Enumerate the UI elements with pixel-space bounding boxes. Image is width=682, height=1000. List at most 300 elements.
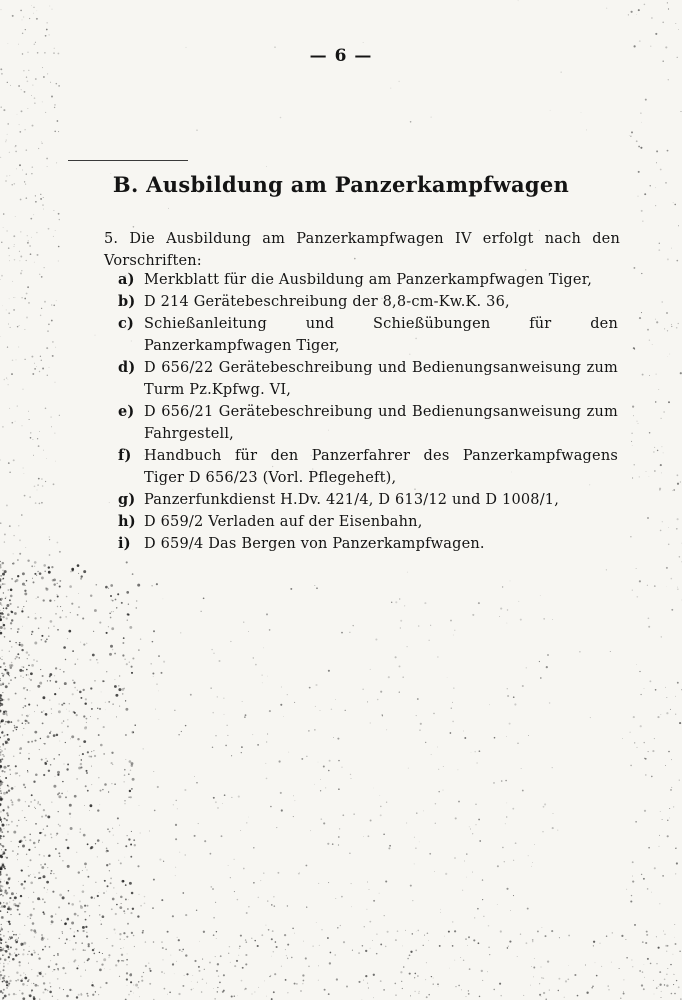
scan-speck bbox=[655, 319, 656, 320]
scan-speck bbox=[380, 806, 382, 808]
scan-speck bbox=[3, 711, 5, 713]
scan-speck bbox=[95, 882, 96, 883]
scan-speck bbox=[640, 694, 641, 695]
scan-speck bbox=[57, 771, 60, 774]
scan-speck bbox=[31, 969, 32, 970]
scan-speck bbox=[267, 733, 268, 734]
scan-speck bbox=[29, 994, 32, 997]
scan-speck bbox=[15, 146, 16, 147]
scan-speck bbox=[20, 199, 22, 201]
scan-speck bbox=[71, 603, 73, 605]
scan-speck bbox=[97, 895, 99, 897]
scan-speck bbox=[132, 908, 134, 910]
scan-speck bbox=[631, 441, 632, 442]
scan-speck bbox=[9, 641, 11, 643]
scan-speck bbox=[23, 70, 24, 71]
scan-speck bbox=[308, 966, 309, 967]
scan-speck bbox=[124, 803, 125, 804]
scan-speck bbox=[23, 942, 26, 945]
scan-speck bbox=[35, 984, 38, 987]
scan-speck bbox=[532, 862, 533, 863]
scan-speck bbox=[217, 963, 219, 965]
scan-speck bbox=[230, 877, 231, 878]
scan-speck bbox=[53, 873, 54, 874]
scan-speck bbox=[83, 689, 85, 691]
scan-speck bbox=[8, 994, 10, 996]
scan-speck bbox=[78, 573, 79, 574]
scan-speck bbox=[676, 260, 678, 262]
scan-speck bbox=[149, 983, 151, 985]
scan-speck bbox=[35, 847, 36, 848]
scan-speck bbox=[267, 901, 268, 902]
scan-speck bbox=[59, 616, 61, 618]
scan-speck bbox=[22, 584, 23, 585]
scan-speck bbox=[654, 470, 655, 471]
scan-speck bbox=[660, 464, 662, 466]
scan-speck bbox=[679, 780, 680, 781]
scan-speck bbox=[10, 946, 12, 948]
scan-speck bbox=[679, 951, 680, 952]
scan-speck bbox=[3, 852, 5, 854]
scan-speck bbox=[445, 873, 447, 875]
scan-speck bbox=[44, 834, 46, 836]
scan-speck bbox=[124, 913, 125, 914]
scan-speck bbox=[673, 806, 674, 807]
scan-speck bbox=[7, 963, 8, 964]
scan-speck bbox=[234, 995, 236, 997]
scan-speck bbox=[26, 651, 28, 653]
scan-speck bbox=[47, 73, 48, 74]
scan-speck bbox=[9, 902, 10, 903]
scan-speck bbox=[373, 974, 375, 976]
scan-speck bbox=[509, 941, 511, 943]
scan-speck bbox=[20, 644, 23, 647]
scan-speck bbox=[3, 745, 5, 747]
scan-speck bbox=[194, 835, 196, 837]
scan-speck bbox=[507, 695, 509, 697]
scan-speck bbox=[3, 624, 6, 627]
scan-speck bbox=[632, 445, 633, 446]
scan-speck bbox=[93, 750, 94, 751]
scan-speck bbox=[379, 893, 380, 894]
scan-speck bbox=[533, 977, 534, 978]
scan-speck bbox=[59, 741, 60, 742]
scan-speck bbox=[21, 883, 24, 886]
scan-speck bbox=[321, 818, 323, 820]
scan-speck bbox=[4, 891, 6, 893]
scan-speck bbox=[2, 426, 4, 428]
scan-speck bbox=[114, 679, 115, 680]
scan-speck bbox=[198, 823, 199, 824]
scan-speck bbox=[47, 22, 48, 23]
scan-speck bbox=[34, 368, 36, 370]
scan-speck bbox=[8, 938, 9, 939]
scan-speck bbox=[28, 875, 30, 877]
scan-speck bbox=[122, 960, 124, 962]
scan-speck bbox=[244, 716, 245, 717]
scan-speck bbox=[41, 635, 43, 637]
scan-speck bbox=[42, 976, 44, 978]
scan-speck bbox=[178, 993, 180, 995]
scan-speck bbox=[9, 961, 10, 962]
scan-speck bbox=[155, 709, 156, 710]
scan-speck bbox=[668, 751, 670, 753]
scan-speck bbox=[262, 682, 263, 683]
scan-speck bbox=[27, 235, 28, 236]
list-item bbox=[118, 313, 618, 357]
scan-speck bbox=[54, 107, 55, 108]
scan-speck bbox=[97, 662, 99, 664]
scan-speck bbox=[24, 495, 26, 497]
scan-speck bbox=[67, 719, 68, 720]
scan-speck bbox=[231, 797, 232, 798]
scan-speck bbox=[9, 675, 10, 676]
scan-speck bbox=[86, 726, 87, 727]
scan-speck bbox=[158, 655, 160, 657]
scan-speck bbox=[472, 872, 473, 873]
scan-speck bbox=[0, 564, 1, 566]
scan-speck bbox=[53, 734, 56, 737]
scan-speck bbox=[2, 809, 4, 811]
scan-speck bbox=[7, 912, 8, 913]
scan-speck bbox=[675, 23, 676, 24]
scan-speck bbox=[136, 607, 137, 608]
scan-speck bbox=[23, 784, 25, 786]
scan-speck bbox=[131, 762, 134, 765]
scan-speck bbox=[328, 882, 329, 883]
item-text: D 659/2 Verladen auf der Eisenbahn, bbox=[144, 514, 423, 530]
scan-speck bbox=[59, 987, 60, 988]
scan-speck bbox=[655, 205, 656, 206]
scan-speck bbox=[72, 990, 73, 991]
scan-speck bbox=[467, 945, 468, 946]
scan-speck bbox=[137, 584, 140, 587]
scan-speck bbox=[62, 967, 64, 969]
scan-speck bbox=[33, 214, 34, 215]
scan-speck bbox=[31, 565, 33, 567]
scan-speck bbox=[450, 620, 452, 622]
scan-speck bbox=[285, 979, 287, 981]
scan-speck bbox=[273, 896, 274, 897]
scan-speck bbox=[192, 975, 193, 976]
scan-speck bbox=[2, 562, 4, 564]
scan-speck bbox=[124, 774, 126, 776]
scan-speck bbox=[88, 755, 90, 757]
scan-speck bbox=[668, 527, 669, 528]
scan-speck bbox=[661, 473, 662, 474]
scan-speck bbox=[369, 889, 370, 890]
scan-speck bbox=[287, 905, 288, 906]
scan-speck bbox=[296, 983, 298, 985]
scan-speck bbox=[196, 910, 197, 911]
scan-speck bbox=[25, 585, 26, 586]
scan-speck bbox=[6, 791, 8, 793]
scan-speck bbox=[80, 828, 82, 830]
scan-speck bbox=[1, 792, 2, 793]
scan-speck bbox=[63, 671, 65, 673]
scan-speck bbox=[429, 853, 431, 855]
scan-speck bbox=[58, 85, 60, 87]
scan-speck bbox=[117, 960, 119, 962]
scan-speck bbox=[28, 665, 30, 667]
scan-speck bbox=[178, 939, 180, 941]
scan-speck bbox=[398, 81, 399, 82]
scan-speck bbox=[49, 982, 50, 983]
scan-speck bbox=[1, 613, 3, 615]
scan-speck bbox=[109, 870, 110, 871]
scan-speck bbox=[34, 877, 35, 878]
scan-speck bbox=[77, 738, 79, 740]
scan-speck bbox=[606, 8, 607, 9]
scan-speck bbox=[91, 766, 92, 767]
scan-speck bbox=[89, 804, 92, 807]
scan-speck bbox=[7, 134, 8, 135]
scan-speck bbox=[128, 773, 130, 775]
scan-speck bbox=[505, 780, 507, 782]
scan-speck bbox=[1, 849, 2, 850]
scan-speck bbox=[655, 689, 657, 691]
scan-speck bbox=[443, 766, 444, 767]
scan-speck bbox=[14, 612, 17, 615]
scan-speck bbox=[161, 971, 163, 973]
scan-speck bbox=[16, 994, 17, 995]
scan-speck bbox=[0, 888, 1, 889]
scan-speck bbox=[458, 801, 460, 803]
scan-speck bbox=[276, 827, 277, 828]
scan-speck bbox=[54, 776, 55, 777]
scan-speck bbox=[621, 935, 623, 937]
scan-speck bbox=[433, 978, 434, 979]
scan-speck bbox=[161, 899, 163, 901]
scan-speck bbox=[37, 596, 39, 598]
scan-speck bbox=[217, 696, 218, 697]
scan-speck bbox=[2, 305, 3, 306]
scan-speck bbox=[23, 949, 24, 950]
scan-speck bbox=[57, 120, 59, 122]
scan-speck bbox=[44, 743, 46, 745]
scan-speck bbox=[116, 893, 117, 894]
scan-speck bbox=[220, 982, 221, 983]
scan-speck bbox=[26, 77, 27, 78]
scan-speck bbox=[3, 627, 5, 629]
scan-speck bbox=[315, 684, 317, 686]
scan-speck bbox=[522, 790, 524, 792]
scan-speck bbox=[679, 722, 681, 724]
scan-speck bbox=[38, 628, 40, 630]
scan-speck bbox=[154, 810, 156, 812]
scan-speck bbox=[114, 929, 116, 931]
scan-speck bbox=[642, 374, 644, 376]
scan-speck bbox=[390, 88, 391, 89]
scan-speck bbox=[237, 899, 238, 900]
scan-speck bbox=[213, 652, 215, 654]
scan-speck bbox=[101, 963, 103, 965]
scan-speck bbox=[20, 10, 22, 12]
scan-speck bbox=[0, 939, 2, 941]
scan-speck bbox=[547, 654, 549, 656]
scan-speck bbox=[339, 828, 340, 829]
scan-speck bbox=[9, 408, 10, 409]
scan-speck bbox=[21, 514, 23, 516]
scan-speck bbox=[59, 415, 60, 416]
scan-speck bbox=[0, 459, 1, 460]
scan-speck bbox=[72, 949, 74, 951]
scan-speck bbox=[42, 991, 44, 993]
scan-speck bbox=[281, 809, 283, 811]
scan-speck bbox=[77, 930, 79, 932]
scan-speck bbox=[1, 719, 4, 722]
scan-speck bbox=[6, 767, 7, 768]
scan-speck bbox=[24, 881, 26, 883]
scan-speck bbox=[68, 630, 71, 633]
scan-speck bbox=[39, 572, 42, 575]
scan-speck bbox=[34, 573, 36, 575]
scan-speck bbox=[15, 421, 16, 422]
scan-speck bbox=[252, 734, 253, 735]
scan-speck bbox=[644, 810, 646, 812]
scan-speck bbox=[58, 795, 61, 798]
scan-speck bbox=[10, 595, 13, 598]
scan-speck bbox=[170, 955, 171, 956]
scan-speck bbox=[2, 616, 4, 618]
scan-speck bbox=[19, 164, 21, 166]
scan-speck bbox=[19, 964, 21, 966]
scan-speck bbox=[15, 145, 16, 146]
scan-speck bbox=[4, 533, 6, 535]
scan-speck bbox=[105, 586, 108, 589]
scan-speck bbox=[43, 809, 45, 811]
scan-speck bbox=[33, 929, 36, 932]
scan-speck bbox=[112, 703, 113, 704]
scan-speck bbox=[644, 742, 645, 743]
scan-speck bbox=[574, 974, 576, 976]
scan-speck bbox=[513, 860, 514, 861]
scan-speck bbox=[22, 845, 25, 848]
scan-speck bbox=[215, 956, 216, 957]
scan-speck bbox=[270, 806, 272, 808]
scan-speck bbox=[8, 312, 10, 314]
scan-speck bbox=[104, 880, 106, 882]
scan-speck bbox=[679, 556, 681, 558]
scan-speck bbox=[451, 707, 452, 708]
scan-speck bbox=[402, 676, 404, 678]
scan-speck bbox=[70, 827, 73, 830]
scan-speck bbox=[500, 930, 502, 932]
scan-speck bbox=[6, 819, 8, 821]
scan-speck bbox=[253, 882, 255, 884]
scan-speck bbox=[32, 578, 33, 579]
scan-speck bbox=[648, 751, 649, 752]
scan-speck bbox=[531, 866, 532, 867]
scan-speck bbox=[36, 575, 37, 576]
scan-speck bbox=[391, 602, 392, 603]
scan-speck bbox=[3, 828, 4, 829]
scan-speck bbox=[399, 598, 400, 599]
scan-speck bbox=[373, 997, 374, 998]
scan-speck bbox=[108, 954, 110, 956]
scan-speck bbox=[142, 932, 143, 933]
scan-speck bbox=[666, 951, 667, 952]
scan-speck bbox=[185, 854, 186, 855]
scan-speck bbox=[634, 924, 636, 926]
scan-speck bbox=[419, 991, 420, 992]
scan-speck bbox=[648, 617, 650, 619]
scan-speck bbox=[630, 536, 631, 537]
scan-speck bbox=[625, 939, 626, 940]
scan-speck bbox=[674, 924, 675, 925]
scan-speck bbox=[49, 732, 51, 734]
scan-speck bbox=[248, 631, 249, 632]
scan-speck bbox=[419, 730, 420, 731]
scan-speck bbox=[20, 231, 21, 232]
scan-speck bbox=[651, 17, 653, 19]
scan-speck bbox=[66, 768, 68, 770]
scan-speck bbox=[41, 934, 43, 936]
scan-speck bbox=[125, 845, 127, 847]
scan-speck bbox=[39, 431, 40, 432]
item-letter: a) bbox=[118, 271, 135, 288]
scan-speck bbox=[507, 688, 508, 689]
scan-speck bbox=[217, 991, 218, 992]
scan-speck bbox=[13, 993, 15, 995]
scan-speck bbox=[9, 664, 12, 667]
scan-speck bbox=[11, 578, 13, 580]
scan-speck bbox=[44, 989, 46, 991]
scan-speck bbox=[318, 966, 319, 967]
scan-speck bbox=[408, 768, 409, 769]
scan-speck bbox=[43, 564, 46, 567]
scan-speck bbox=[78, 767, 81, 770]
scan-speck bbox=[102, 953, 103, 954]
scan-speck bbox=[526, 942, 528, 944]
scan-speck bbox=[281, 687, 282, 688]
scan-speck bbox=[523, 995, 524, 996]
scan-speck bbox=[95, 991, 96, 992]
scan-speck bbox=[10, 603, 12, 605]
scan-speck bbox=[0, 157, 1, 158]
scan-speck bbox=[48, 571, 51, 574]
scan-speck bbox=[633, 415, 634, 416]
scan-speck bbox=[414, 991, 415, 992]
scan-speck bbox=[659, 903, 660, 904]
scan-speck bbox=[139, 805, 140, 806]
scan-speck bbox=[34, 951, 36, 953]
scan-speck bbox=[39, 371, 40, 372]
scan-speck bbox=[52, 971, 53, 972]
scan-speck bbox=[220, 955, 222, 957]
scan-speck bbox=[6, 984, 8, 986]
scan-speck bbox=[493, 782, 495, 784]
scan-speck bbox=[34, 711, 35, 712]
scan-speck bbox=[124, 769, 126, 771]
scan-speck bbox=[127, 985, 128, 986]
scan-speck bbox=[497, 865, 499, 867]
scan-speck bbox=[45, 640, 47, 642]
scan-speck bbox=[431, 117, 432, 118]
scan-speck bbox=[564, 997, 565, 998]
scan-speck bbox=[652, 344, 653, 345]
scan-speck bbox=[16, 360, 17, 361]
scan-speck bbox=[96, 584, 98, 586]
scan-speck bbox=[27, 916, 28, 917]
scan-speck bbox=[370, 722, 371, 723]
scan-speck bbox=[26, 149, 28, 151]
scan-speck bbox=[10, 799, 12, 801]
scan-speck bbox=[647, 329, 649, 331]
scan-speck bbox=[86, 718, 88, 720]
scan-speck bbox=[86, 935, 88, 937]
scan-speck bbox=[5, 857, 6, 858]
